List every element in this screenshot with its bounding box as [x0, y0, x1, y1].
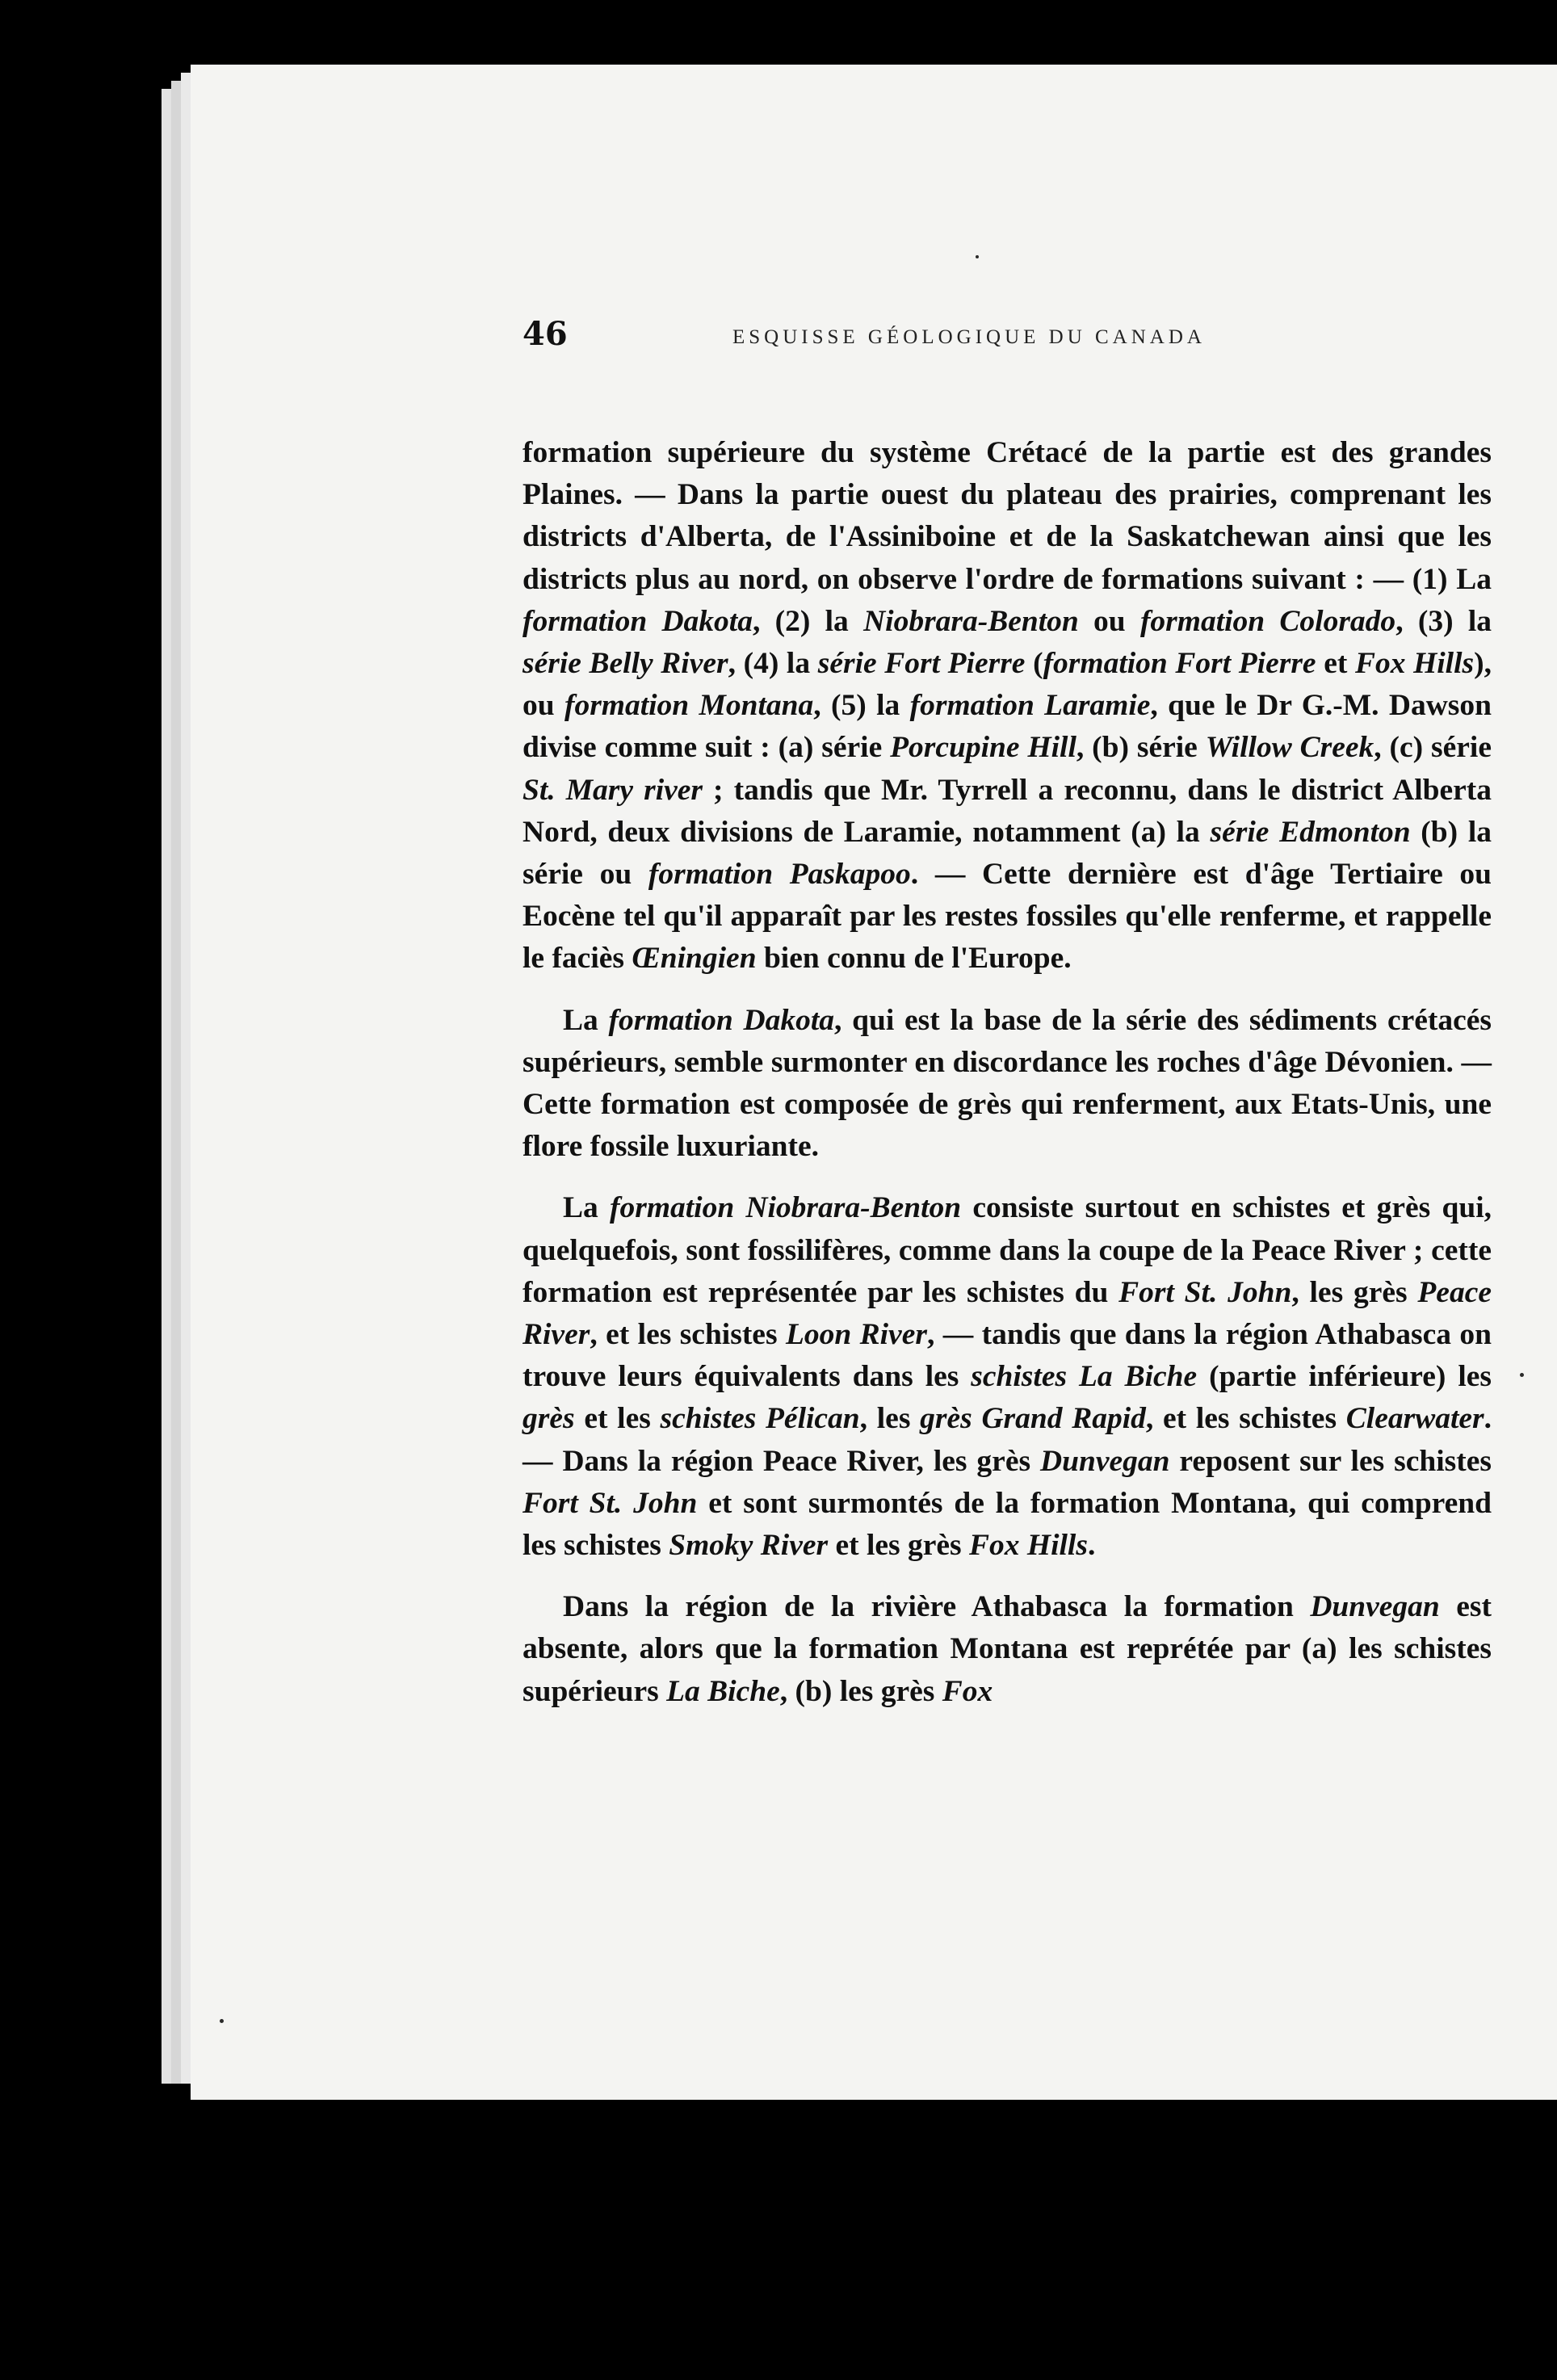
text-run: La: [563, 1003, 609, 1037]
text-run: , (5) la: [813, 689, 910, 723]
italic-term: formation Colorado: [1139, 604, 1396, 638]
text-run: , (c) série: [1374, 731, 1492, 765]
text-run: ), ou: [522, 647, 1492, 723]
italic-term: grès Grand Rapid: [920, 1402, 1146, 1436]
text-run: et sont surmontés de la formation Montana, qui comprend les schistes: [522, 1486, 1492, 1563]
text-run: , que le Dr G.-M. Dawson divise comme suit : (a) série: [522, 689, 1492, 765]
italic-term: formation Fort Pierre: [1043, 647, 1316, 681]
paragraph: [522, 1000, 1492, 1169]
text-run: est absente, alors que la formation Montana est reprétée par (a) les schistes supérieurs: [522, 1590, 1492, 1708]
paragraph: [522, 1187, 1492, 1567]
ink-speck: [1520, 1373, 1524, 1377]
italic-term: formation Laramie: [909, 689, 1151, 723]
text-run: ; tandis que Mr. Tyrrell a reconnu, dans le district Alberta Nord, deux divisions de Laramie, notamment (a) la: [522, 773, 1492, 849]
text-run: et les: [574, 1402, 661, 1436]
text-run: , les grès: [1291, 1275, 1418, 1309]
italic-term: Loon River: [785, 1318, 927, 1352]
italic-term: Dunvegan: [1040, 1444, 1170, 1478]
text-run: ou: [1078, 604, 1140, 638]
text-run: , qui est la base de la série des sédiments crétacés supérieurs, semble surmonter en discordance les roches d'âge Dévonien. — Cette formation est composée de grès qui renferment, aux Etats-Unis, une flore fossile luxuriante.: [522, 1003, 1492, 1164]
text-run: Dans la région de la rivière Athabasca la formation: [563, 1590, 1311, 1624]
text-run: (b) la série ou: [522, 815, 1492, 892]
italic-term: Fort St. John: [1118, 1275, 1292, 1309]
text-run: , (2) la: [752, 604, 864, 638]
italic-term: formation Niobrara-Benton: [610, 1191, 962, 1225]
ink-speck: [220, 2019, 224, 2023]
text-run: et les grès: [828, 1529, 970, 1563]
text-run: . — Dans la région Peace River, les grès: [522, 1402, 1492, 1478]
italic-term: série Fort Pierre: [817, 647, 1026, 681]
italic-term: Porcupine Hill: [890, 731, 1076, 765]
text-run: .: [1087, 1529, 1096, 1563]
text-run: La: [563, 1191, 610, 1225]
ink-speck: [976, 255, 979, 258]
text-run: , et les schistes: [1145, 1402, 1346, 1436]
italic-term: Dunvegan: [1310, 1590, 1440, 1624]
italic-term: Fox Hills: [969, 1529, 1088, 1563]
text-run: , les: [859, 1402, 921, 1436]
text-run: reposent sur les schistes: [1169, 1444, 1492, 1478]
text-run: , et les schistes: [590, 1318, 786, 1352]
italic-term: série Belly River: [522, 647, 728, 681]
text-run: et: [1316, 647, 1355, 681]
page-header: [522, 315, 1330, 363]
italic-term: schistes Pélican: [660, 1402, 860, 1436]
italic-term: formation Paskapoo: [648, 858, 911, 892]
italic-term: Œningien: [632, 942, 757, 976]
text-run: . — Cette dernière est d'âge Tertiaire ou Eocène tel qu'il apparaît par les restes fossiles qu'elle renferme, et rappelle le faciès: [522, 858, 1492, 976]
paragraph: [522, 432, 1492, 980]
text-run: consiste surtout en schistes et grès qui, quelquefois, sont fossilifères, comme dans la coupe de la Peace River ; cette formation est représentée par les schistes du: [522, 1191, 1492, 1309]
text-run: bien connu de l'Europe.: [756, 942, 1072, 976]
text-run: , (3) la: [1395, 604, 1492, 638]
text-run: formation supérieure du système Crétacé de la partie est des grandes Plaines. — Dans la partie ouest du plateau des prairies, comprenant les districts d'Alberta, de l'Assiniboine et de la Saskatchewan ainsi que les districts plus au nord, on observe l'ordre de formations suivant : — (1) La: [522, 436, 1492, 596]
italic-term: formation Montana: [564, 689, 814, 723]
text-run: , (b) série: [1076, 731, 1206, 765]
italic-term: Peace River: [522, 1275, 1492, 1352]
italic-term: formation Dakota: [608, 1003, 834, 1037]
italic-term: Clearwater: [1345, 1402, 1484, 1436]
text-run: , (b) les grès: [779, 1674, 942, 1708]
italic-term: Niobrara-Benton: [863, 604, 1079, 638]
italic-term: Fox: [942, 1674, 993, 1708]
italic-term: série Edmonton: [1210, 815, 1411, 849]
page-number: 46: [522, 315, 568, 353]
italic-term: schistes La Biche: [971, 1360, 1198, 1394]
italic-term: Willow Creek: [1205, 731, 1374, 765]
italic-term: grès: [522, 1402, 575, 1436]
body-text: [522, 432, 1492, 1713]
running-title: ESQUISSE GÉOLOGIQUE DU CANADA: [732, 326, 1206, 348]
italic-term: La Biche: [666, 1674, 780, 1708]
italic-term: formation Dakota: [522, 604, 753, 638]
text-run: (partie inférieure) les: [1197, 1360, 1492, 1394]
italic-term: St. Mary river: [522, 773, 703, 807]
text-run: (: [1025, 647, 1043, 681]
text-run: , (4) la: [728, 647, 818, 681]
italic-term: Fort St. John: [522, 1486, 698, 1520]
italic-term: Fox Hills: [1354, 647, 1475, 681]
italic-term: Smoky River: [669, 1529, 829, 1563]
paragraph: [522, 1586, 1492, 1713]
text-run: , — tandis que dans la région Athabasca on trouve leurs équivalents dans les: [522, 1318, 1492, 1394]
